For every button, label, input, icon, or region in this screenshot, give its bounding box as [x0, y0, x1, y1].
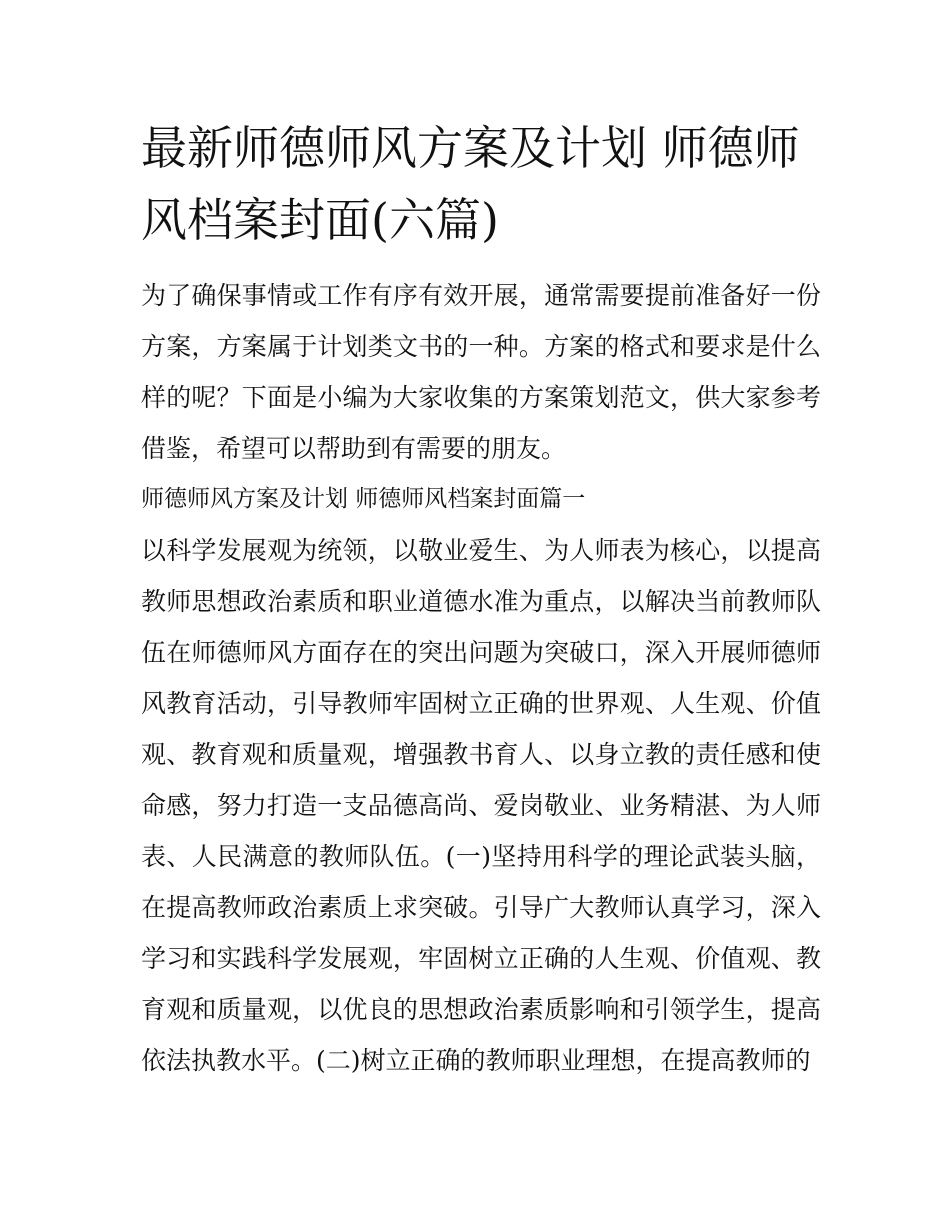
document-content: [141, 112, 821, 1086]
intro-paragraph: 为了确保事情或工作有序有效开展，通常需要提前准备好一份方案，方案属于计划类文书的一种。方案的格式和要求是什么样的呢？下面是小编为大家收集的方案策划范文，供大家参考借鉴，希望可以帮助到有需要的朋友。: [141, 281, 821, 463]
document-title: 最新师德师风方案及计划 师德师风档案封面(六篇): [141, 121, 800, 247]
section-heading: 师德师风方案及计划 师德师风档案封面篇一: [141, 486, 586, 512]
body-paragraph: 以科学发展观为统领，以敬业爱生、为人师表为核心，以提高教师思想政治素质和职业道德水准为重点，以解决当前教师队伍在师德师风方面存在的突出问题为突破口，深入开展师德师风教育活动，引导教师牢固树立正确的世界观、人生观、价值观、教育观和质量观，增强教书育人、以身立教的责任感和使命感，努力打造一支品德高尚、爱岗敬业、业务精湛、为人师表、人民满意的教师队伍。(一)坚持用科学的理论武装头脑，在提高教师政治素质上求突破。引导广大教师认真学习，深入学习和实践科学发展观，牢固树立正确的人生观、价值观、教育观和质量观，以优良的思想政治素质影响和引领学生，提高依法执教水平。(二)树立正确的教师职业理想，在提高教师的: [141, 536, 821, 1075]
